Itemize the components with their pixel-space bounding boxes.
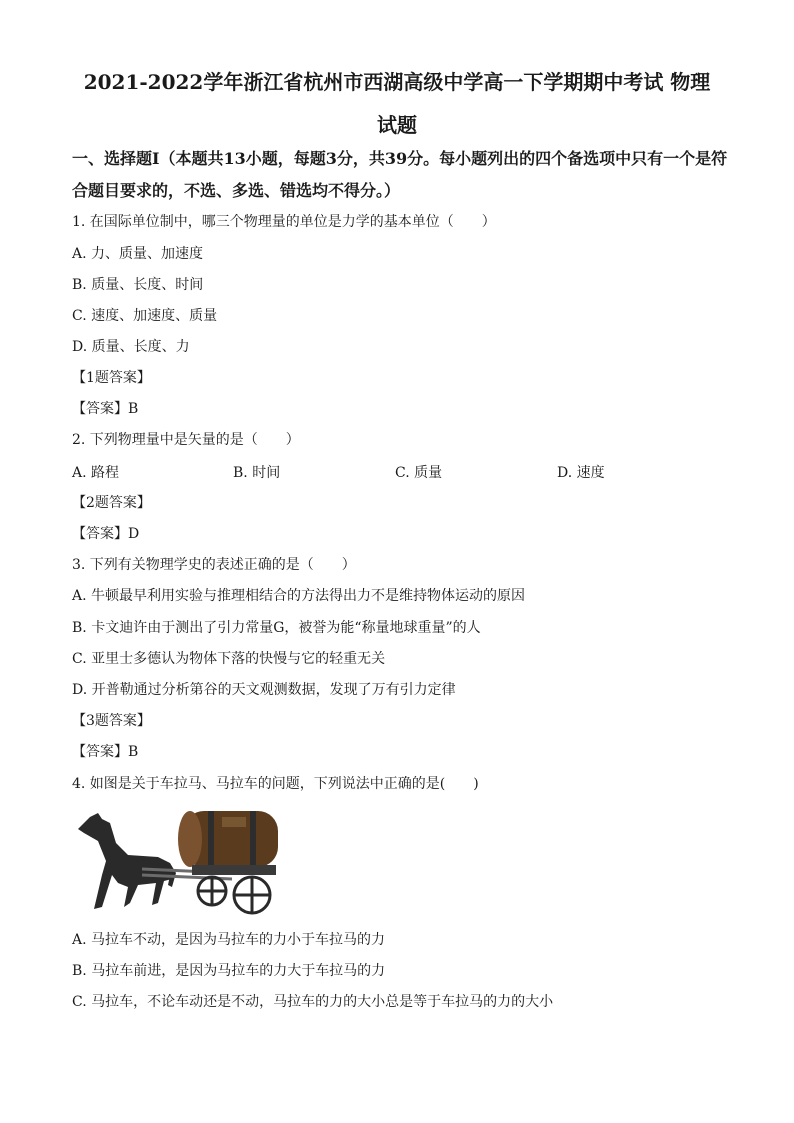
- question-2-option-d: D. 速度: [557, 465, 605, 481]
- question-4-option-c: C. 马拉车，不论车动还是不动，马拉车的力的大小总是等于车拉马的力的大小: [72, 994, 554, 1010]
- question-1-stem: 1. 在国际单位制中，哪三个物理量的单位是力学的基本单位（ ）: [72, 214, 496, 230]
- question-2-answer: 【答案】D: [72, 526, 140, 542]
- horse-figure: [78, 813, 176, 909]
- section-heading: 一、选择题Ⅰ（本题共13小题，每题3分，共39分。每小题列出的四个备选项中只有一个是符合题目要求的，不选、多选、错选均不得分。）: [72, 149, 728, 200]
- question-3-answer: 【答案】B: [72, 744, 139, 760]
- question-2-option-b: B. 时间: [233, 465, 281, 481]
- horse-cart-illustration: [72, 803, 284, 921]
- question-4-option-b: B. 马拉车前进，是因为马拉车的力大于车拉马的力: [72, 963, 386, 979]
- question-1-option-c: C. 速度、加速度、质量: [72, 308, 218, 324]
- barrel: [178, 811, 278, 867]
- question-2-answer-heading: 【2题答案】: [72, 495, 151, 511]
- cart-wheels: [198, 877, 270, 913]
- page-title: 2021-2022学年浙江省杭州市西湖高级中学高一下学期期中考试 物理: [83, 70, 711, 94]
- question-2-stem: 2. 下列物理量中是矢量的是（ ）: [72, 432, 300, 448]
- page-title-continued: 试题: [377, 113, 417, 137]
- question-3-stem: 3. 下列有关物理学史的表述正确的是（ ）: [72, 557, 356, 573]
- question-2-option-c: C. 质量: [395, 465, 443, 481]
- question-3-option-b: B. 卡文迪许由于测出了引力常量G，被誉为能“称量地球重量”的人: [72, 620, 481, 636]
- question-4-stem: 4. 如图是关于车拉马、马拉车的问题，下列说法中正确的是( ): [72, 776, 479, 792]
- question-3-answer-heading: 【3题答案】: [72, 713, 151, 729]
- question-3-option-c: C. 亚里士多德认为物体下落的快慢与它的轻重无关: [72, 651, 386, 667]
- question-1-answer: 【答案】B: [72, 401, 139, 417]
- question-3-option-d: D. 开普勒通过分析第谷的天文观测数据，发现了万有引力定律: [72, 682, 456, 698]
- question-3-option-a: A. 牛顿最早利用实验与推理相结合的方法得出力不是维持物体运动的原因: [72, 588, 526, 604]
- question-1-option-d: D. 质量、长度、力: [72, 339, 190, 355]
- question-1-option-b: B. 质量、长度、时间: [72, 277, 204, 293]
- question-1-answer-heading: 【1题答案】: [72, 370, 151, 386]
- cart-frame: [192, 865, 276, 875]
- question-2-option-a: A. 路程: [72, 465, 120, 481]
- question-1-option-a: A. 力、质量、加速度: [72, 246, 204, 262]
- question-4-option-a: A. 马拉车不动，是因为马拉车的力小于车拉马的力: [72, 932, 386, 948]
